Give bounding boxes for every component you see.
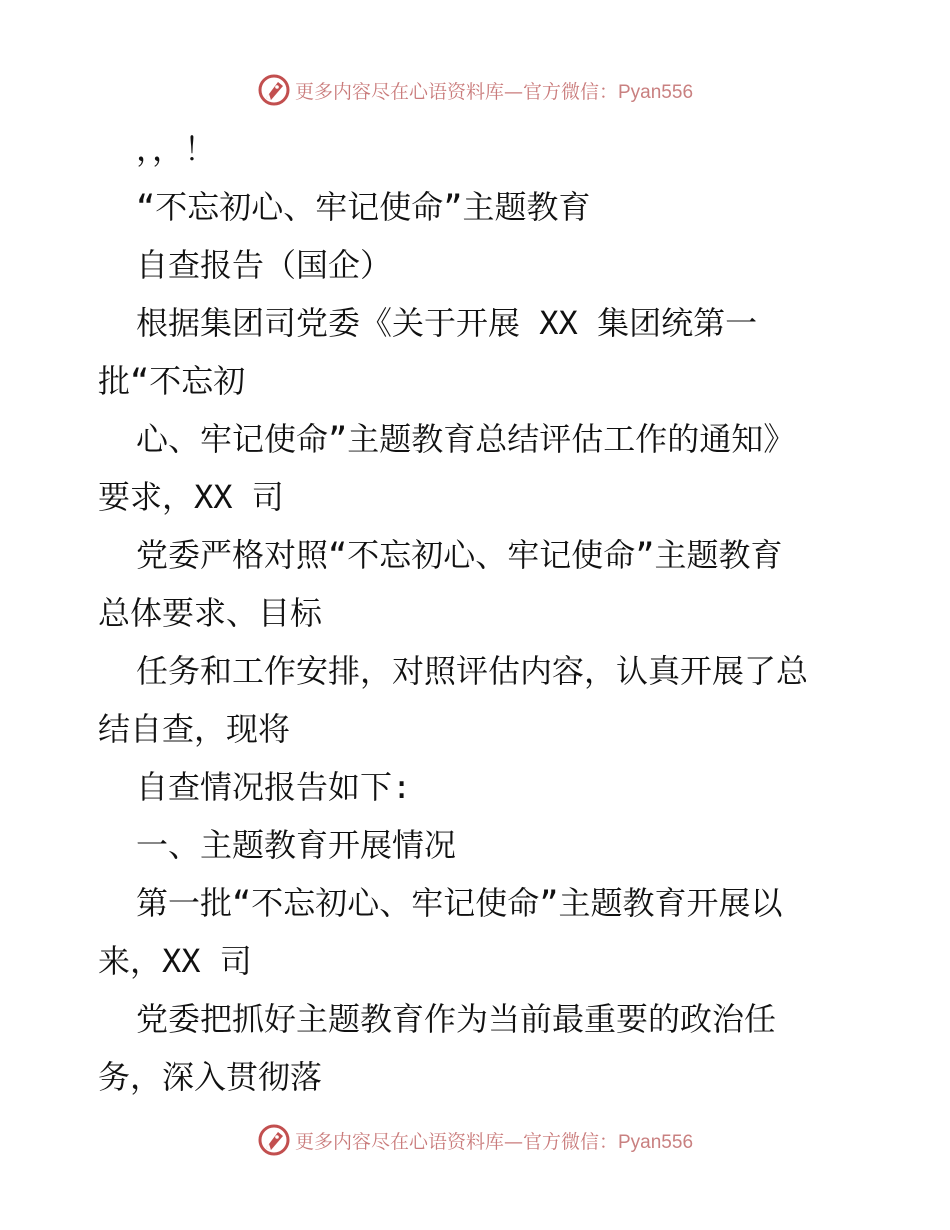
text-line: 来，XX 司 [98, 942, 252, 980]
document-subtitle: 自查报告（国企） [136, 246, 393, 284]
text-line: 批“不忘初 [98, 362, 246, 400]
document-title: “不忘初心、牢记使命”主题教育 [136, 188, 591, 226]
pen-nib-logo-icon [257, 1123, 291, 1157]
text-line: 结自查，现将 [98, 710, 291, 748]
text-line: 第一批“不忘初心、牢记使命”主题教育开展以 [136, 884, 783, 922]
text-line: 总体要求、目标 [98, 594, 323, 632]
text-line: 自查情况报告如下: [136, 768, 412, 806]
text-line: 党委严格对照“不忘初心、牢记使命”主题教育 [136, 536, 783, 574]
section-heading: 一、主题教育开展情况 [136, 826, 457, 864]
footer-banner-text: 更多内容尽在心语资料库—官方微信：Pyan556 [294, 1130, 694, 1153]
text-line: 任务和工作安排，对照评估内容，认真开展了总 [136, 652, 809, 690]
text-line: 心、牢记使命”主题教育总结评估工作的通知》 [136, 420, 796, 458]
text-line: 要求，XX 司 [98, 478, 284, 516]
text-line: 务，深入贯彻落 [98, 1058, 323, 1096]
header-banner-text: 更多内容尽在心语资料库—官方微信：Pyan556 [294, 80, 694, 103]
footer-banner [0, 1120, 950, 1160]
header-wechat-id: Pyan556 [618, 81, 694, 103]
text-line: 根据集团司党委《关于开展 XX 集团统第一 [136, 304, 758, 342]
document-body [98, 120, 858, 1106]
header-banner [0, 70, 950, 110]
footer-wechat-id: Pyan556 [618, 1131, 694, 1153]
text-line: ，，！ [136, 130, 217, 168]
pen-nib-logo-icon [257, 73, 291, 107]
text-line: 党委把抓好主题教育作为当前最重要的政治任 [136, 1000, 777, 1038]
